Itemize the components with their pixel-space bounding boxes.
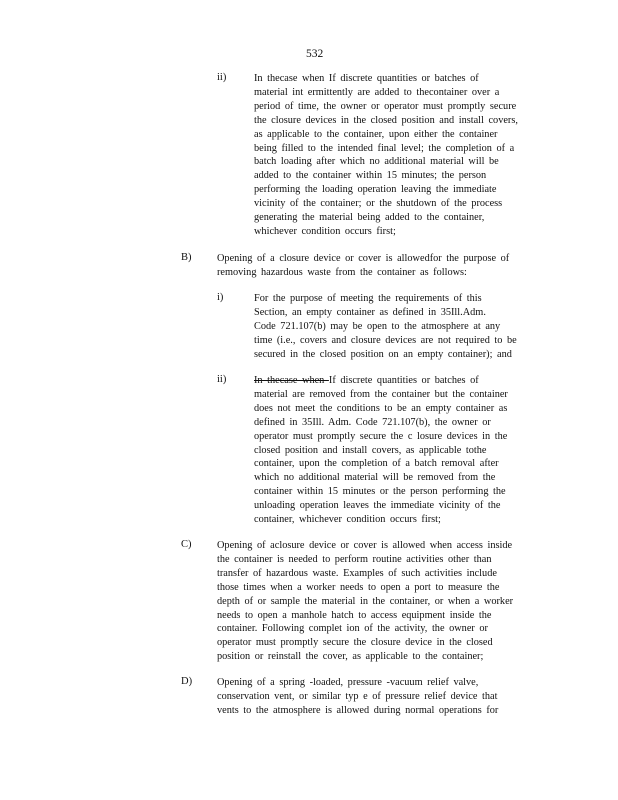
text-line: material int ermittently are added to thecontainer over a: [254, 86, 500, 98]
text-line: period of time, the owner or operator must promptly secure: [254, 100, 517, 112]
text-line: container within 15 minutes or the person performing the: [254, 486, 506, 498]
text-line: whichever condition occurs first;: [254, 225, 396, 237]
text-line: being filled to the intended final level; the completion of a: [254, 142, 515, 154]
text-line: as applicable to the container, upon either the container: [254, 128, 498, 140]
text-line: removing hazardous waste from the container as follows:: [217, 266, 467, 278]
item-b-text: [217, 252, 509, 280]
item-b-ii-label: ii): [217, 374, 227, 385]
page-number: 532: [306, 48, 324, 60]
text-line: batch loading after which no additional material will be: [254, 156, 499, 168]
text-line: secured in the closed position on an empty container); and: [254, 348, 512, 360]
item-d-label: D): [181, 676, 193, 687]
item-a-ii-text: [254, 72, 518, 239]
text-line: generating the material being added to the container,: [254, 212, 485, 224]
text-line: defined in 35Ill. Adm. Code 721.107(b), the owner or: [254, 416, 491, 428]
item-b-ii-text: [254, 374, 508, 527]
item-d-text: [217, 676, 498, 718]
text-line: operator must promptly secure the c losure devices in the: [254, 430, 508, 442]
text-line: depth of or sample the material in the container, or when a worker: [217, 595, 514, 607]
text-line: unloading operation leaves the immediate vicinity of the: [254, 500, 501, 512]
text-line: conservation vent, or similar typ e of pressure relief device that: [217, 690, 498, 702]
text-line: Opening of a spring -loaded, pressure -vacuum relief valve,: [217, 677, 479, 688]
text-line: those times when a worker needs to open a port to measure the: [217, 581, 500, 593]
text-line: Opening of aclosure device or cover is allowed when access inside: [217, 540, 513, 551]
text-line: transfer of hazardous waste. Examples of such activities include: [217, 567, 497, 579]
text-line: added to the container within 15 minutes; the person: [254, 170, 487, 182]
item-c-label: C): [181, 539, 192, 550]
text-line: Code 721.107(b) may be open to the atmosphere at any: [254, 320, 501, 332]
text-line: material are removed from the container but the container: [254, 388, 508, 400]
item-a-ii-label: ii): [217, 72, 227, 83]
text-line: container. Following complet ion of the activity, the owner or: [217, 623, 488, 635]
text-line: vents to the atmosphere is allowed during normal operations for: [217, 704, 499, 716]
text-line: the closure devices in the closed position and install covers,: [254, 114, 518, 126]
text-line: container, whichever condition occurs first;: [254, 514, 441, 526]
text-line: position or reinstall the cover, as applicable to the container;: [217, 651, 484, 663]
item-b-i-label: i): [217, 292, 224, 303]
item-b-i-text: [254, 292, 517, 362]
deleted-text: In thecase when: [254, 375, 329, 386]
text-line: Section, an empty container as defined in 35Ill.Adm.: [254, 306, 486, 318]
item-b-label: B): [181, 252, 192, 263]
item-c-text: [217, 539, 513, 664]
text-line: needs to open a manhole hatch to access equipment inside the: [217, 609, 492, 621]
text-line: time (i.e., covers and closure devices are not required to be: [254, 334, 517, 346]
text-line: which no additional material will be removed from the: [254, 472, 496, 484]
text-line: does not meet the conditions to be an empty container as: [254, 402, 508, 414]
inserted-text: If discrete quantities or batches of: [328, 375, 479, 386]
text-line: the container is needed to perform routine activities other than: [217, 553, 492, 565]
text-line: container, upon the completion of a batch removal after: [254, 458, 499, 470]
text-line: [254, 374, 508, 388]
text-line: operator must promptly secure the closure device in the closed: [217, 637, 493, 649]
text-line: closed position and install covers, as applicable tothe: [254, 444, 487, 456]
text-line: Opening of a closure device or cover is allowedfor the purpose of: [217, 253, 510, 264]
text-line: In thecase when If discrete quantities or batches of: [254, 73, 479, 84]
text-line: vicinity of the container; or the shutdown of the process: [254, 198, 503, 210]
text-line: performing the loading operation leaving the immediate: [254, 184, 497, 196]
text-line: For the purpose of meeting the requirements of this: [254, 293, 482, 304]
